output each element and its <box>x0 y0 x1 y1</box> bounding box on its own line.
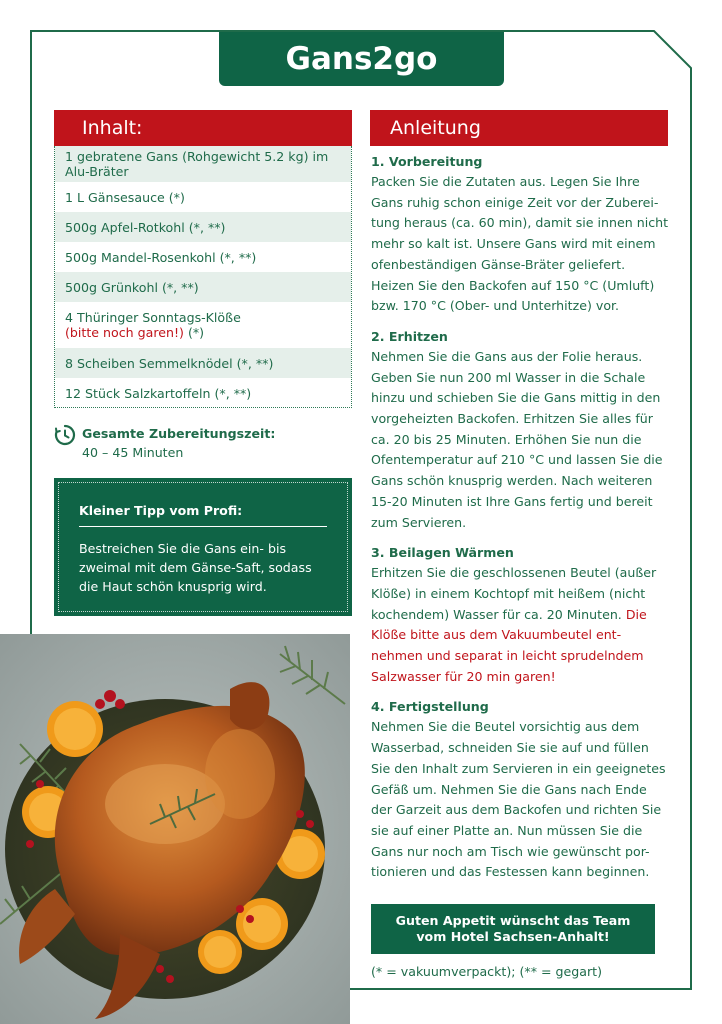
list-item <box>55 182 351 212</box>
step-4 <box>371 697 671 883</box>
step-1 <box>371 152 671 317</box>
inhalt-list <box>54 146 352 408</box>
item-text: 500g Grünkohl (*, **) <box>65 279 199 295</box>
appetit-line-1: Guten Appetit wünscht das Team <box>395 913 631 928</box>
item-text: 12 Stück Salzkartoffeln (*, **) <box>65 385 252 401</box>
item-warning: (bitte noch garen!) <box>65 325 184 340</box>
step-text: Nehmen Sie die Gans aus der Folie heraus. Geben Sie nun 200 ml Wasser in die Schale hinzu und schieben Sie die Gans mittig in den vorgeheizten Backofen. Erhitzen Sie alles für ca. 20 bis 25 Minuten. Erhöhen Sie nun die Ofentemperatur auf 210 °C und lassen Sie die Gans schön knusprig werden. Nach weiteren 15-20 Minuten ist Ihre Gans fertig und bereit zum Servieren. <box>371 348 663 530</box>
list-item <box>55 212 351 242</box>
item-text: 4 Thüringer Sonntags-Klöße <box>65 310 241 325</box>
step-2 <box>371 327 671 533</box>
time-label: Gesamte Zubereitungszeit: <box>82 426 276 441</box>
clock-icon <box>54 424 76 446</box>
anleitung-heading: Anleitung <box>370 110 668 146</box>
tip-box <box>54 478 352 616</box>
item-text: 1 L Gänsesauce (*) <box>65 189 185 205</box>
appetit-line-2: vom Hotel Sachsen-Anhalt! <box>416 929 610 944</box>
time-value: 40 – 45 Minuten <box>82 445 184 460</box>
list-item <box>55 348 351 378</box>
tip-inner <box>58 482 348 612</box>
footnote: (* = vakuumverpackt); (** = gegart) <box>371 964 603 979</box>
step-title: 3. Beilagen Wärmen <box>371 545 514 561</box>
list-item <box>55 272 351 302</box>
appetit-banner <box>371 904 655 954</box>
list-item <box>55 242 351 272</box>
item-text: 8 Scheiben Semmelknödel (*, **) <box>65 355 274 371</box>
anleitung-steps <box>371 152 671 893</box>
item-text: 500g Mandel-Rosenkohl (*, **) <box>65 249 257 265</box>
list-item <box>55 378 351 408</box>
list-item <box>55 302 351 348</box>
tip-title: Kleiner Tipp vom Profi: <box>79 503 327 527</box>
step-title: 2. Erhitzen <box>371 328 448 344</box>
tip-text: Bestreichen Sie die Gans ein- bis zweimal mit dem Gänse-Saft, sodass die Haut schön knusprig wird. <box>79 541 312 594</box>
item-text: 500g Apfel-Rotkohl (*, **) <box>65 219 226 235</box>
list-item <box>55 146 351 182</box>
step-text <box>371 563 671 687</box>
roast-goose-photo <box>0 634 350 1024</box>
step-warning: Die Klöße bitte aus dem Vakuumbeutel ent-nehmen und separat in leicht sprudelndem Salzwasser für 20 min garen! <box>371 606 647 684</box>
step-3 <box>371 543 671 687</box>
step-title: 1. Vorbereitung <box>371 154 483 169</box>
step-text: Nehmen Sie die Beutel vorsichtig aus dem Wasserbad, schneiden Sie sie auf und füllen Sie den Inhalt zum Servieren in ein geeignetes Gefäß um. Nehmen Sie die Gans nach Ende der Garzeit aus dem Backofen und richten Sie sie auf einer Platte an. Nun müssen Sie die Gans nur noch am Tisch wie gewünscht por-tionieren und das Festessen kann beginnen. <box>371 719 666 880</box>
step-title: 4. Fertigstellung <box>371 699 489 715</box>
step-text-main: Erhitzen Sie die geschlossenen Beutel (außer Klöße) in einem Kochtopf mit heißem (nicht kochendem) Wasser für ca. 20 Minuten. <box>371 565 657 622</box>
step-text: Packen Sie die Zutaten aus. Legen Sie Ihre Gans ruhig schon einige Zeit vor der Zuberei-tung heraus (ca. 60 min), damit sie innen nicht mehr so kalt ist. Unsere Gans wird mit einem ofenbeständigen Gänse-Bräter geliefert. Heizen Sie den Backofen auf 150 °C (Umluft) bzw. 170 °C (Ober- und Unterhitze) vor. <box>371 174 669 314</box>
page-title: Gans2go <box>219 32 504 86</box>
item-text: 1 gebratene Gans (Rohgewicht 5.2 kg) im Alu-Bräter <box>65 149 329 179</box>
inhalt-heading: Inhalt: <box>54 110 352 146</box>
item-suffix: (*) <box>183 325 205 340</box>
